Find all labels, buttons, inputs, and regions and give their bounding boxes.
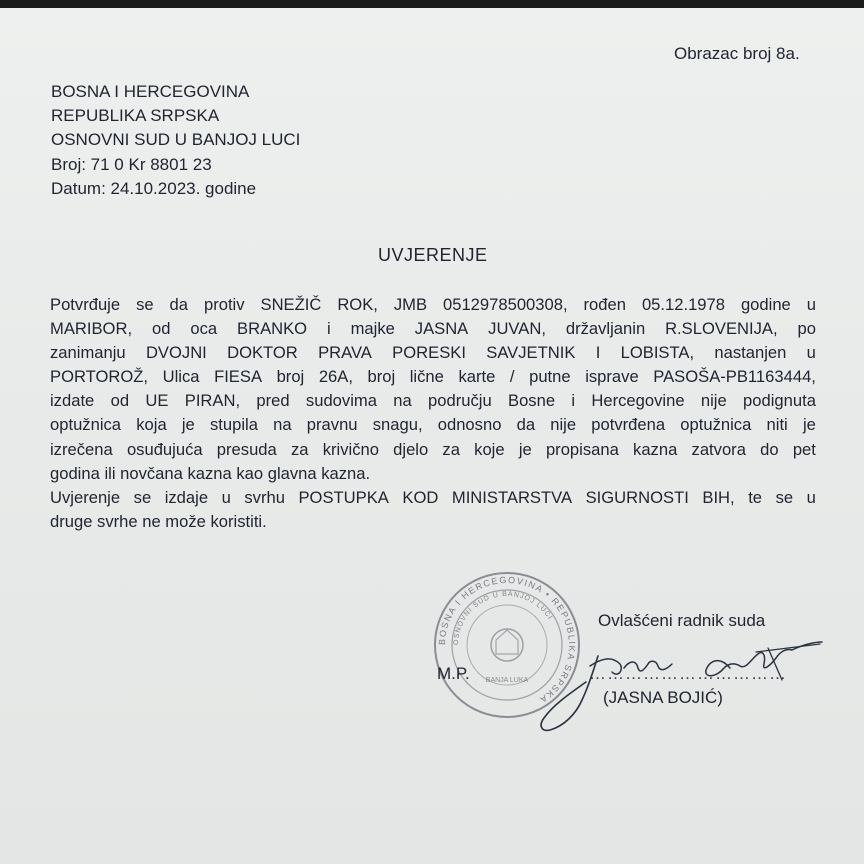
body-word: potvrđena [591,415,666,435]
body-line [50,413,816,437]
body-word: KOD [402,487,439,507]
body-word: optužnica [50,415,122,435]
body-word: DOKTOR [227,343,298,363]
body-word: u [221,487,231,507]
body-word: godina ili novčana kazna kao glavna kazna. [50,463,371,483]
authorized-officer-label: Ovlašćeni radnik suda [598,611,766,630]
body-word: i [571,391,576,411]
body-word: zanimanju [50,343,126,363]
body-word: FIESA [214,367,263,387]
body-line [50,293,816,317]
body-line [50,486,816,510]
body-word: kazna [633,439,678,459]
form-number: Obrazac broj 8a. [674,44,800,63]
body-word: do [760,439,779,459]
issue-date: Datum: 24.10.2023. godine [51,178,257,198]
body-word: PORESKI [392,343,466,363]
seal-inner-text: OSNOVNI SUD U BANJOJ LUCI [452,590,554,646]
body-word: niti [766,415,788,435]
body-word: majke [350,319,395,339]
body-word: optužnica [680,415,752,435]
body-word: Ulica [162,367,200,387]
body-word: Hercegovine [591,391,685,411]
body-word: se [136,295,154,314]
body-word: lične [409,367,444,387]
court-name: OSNOVNI SUD U BANJOJ LUCI [51,130,301,150]
body-word: / [509,367,515,387]
body-word: UE [145,391,169,411]
body-word: pravnu [306,415,358,435]
body-word: koje [474,439,505,459]
body-word: godine [740,295,791,314]
body-word: za [442,439,460,459]
body-word: odnosno [437,415,502,435]
body-word: DVOJNI [145,343,207,363]
body-word: se [133,487,152,507]
body-line [50,462,816,486]
case-number: Broj: 71 0 Kr 8801 23 [51,154,212,174]
body-word: broj [276,367,305,387]
body-word: izdate [50,391,95,411]
body-word: pet [792,439,816,459]
body-word: stupila [209,415,258,435]
body-line [50,389,816,413]
body-word: je [802,415,816,435]
document-page [0,8,864,864]
body-line [50,438,816,462]
body-word: koja [136,415,167,435]
court-header [51,80,300,201]
body-word: državljanin [565,319,646,339]
body-word: SIGURNOSTI [585,487,689,507]
body-word: rođen [583,295,626,314]
seal-bottom-text: BANJA LUKA [485,677,529,684]
mp-stamp-label: M.P. [437,664,470,683]
body-word: oca [190,319,218,339]
body-word: druge svrhe ne može koristiti. [50,511,267,531]
body-word: BRANKO [237,319,308,339]
body-word: na [273,415,292,435]
body-word: u [806,295,816,314]
body-word: I [595,343,601,363]
body-word: POSTUPKA [298,487,389,507]
body-word: 05.12.1978 [641,295,725,314]
body-word: svrhu [244,487,285,507]
body-word: podignuta [743,391,816,411]
body-word: i [327,319,331,339]
body-word: Potvrđuje [50,295,121,314]
body-word: je [181,415,195,435]
body-word: u [806,343,816,363]
body-word: da [516,415,536,435]
entity-name: REPUBLIKA SRPSKA [51,106,220,126]
body-word: 0512978500308, [442,295,568,314]
body-word: JUVAN, [488,319,546,339]
body-word: SNEŽIČ [260,295,322,314]
document-title: UVJERENJE [378,245,488,265]
body-word: propisana [545,439,619,459]
body-word: se [775,487,794,507]
body-word: pred [256,391,290,411]
body-word: SAVJETNIK [486,343,576,363]
body-word: nastanjen [714,343,787,363]
body-word: te [748,487,763,507]
body-word: u [806,487,816,507]
body-word: 26A, [318,367,353,387]
body-word: na [393,391,412,411]
signer-name: (JASNA BOJIĆ) [603,688,723,707]
body-word: LOBISTA, [620,343,695,363]
body-word: sudovima [305,391,377,411]
body-word: PRAVA [318,343,372,363]
body-word: krivično [322,439,379,459]
body-word: izdaje [164,487,209,507]
body-word: Uvjerenje [50,487,121,507]
body-word: isprave [585,367,639,387]
body-word: od [151,319,171,339]
body-word: Bosne [508,391,556,411]
body-word: izrečena [50,439,113,459]
body-word: djelo [393,439,429,459]
body-word: protiv [203,295,245,314]
body-word: ROK, [337,295,378,314]
body-word: području [428,391,492,411]
signature-line: …………………………… [589,664,787,683]
body-word: nije [550,415,577,435]
body-word: PIRAN, [184,391,241,411]
body-word: osuđujuća [126,439,203,459]
body-line [50,341,816,365]
body-word: PASOŠA-PB1163444, [653,367,816,387]
handwritten-signature [520,608,830,738]
body-line [50,510,816,534]
body-word: MARIBOR, [50,319,133,339]
body-word: karte [458,367,496,387]
body-word: BIH, [702,487,735,507]
body-word: je [518,439,532,459]
certificate-body [50,293,816,534]
body-line [50,317,816,341]
body-word: od [110,391,130,411]
body-word: za [290,439,309,459]
body-word: PORTOROŽ, [50,367,149,387]
body-line [50,365,816,389]
body-word: nije [700,391,727,411]
seal-outer-text: BOSNA I HERCEGOVINA • REPUBLIKA SRPSKA [436,574,578,706]
body-word: putne [529,367,571,387]
body-word: po [797,319,816,339]
body-word: broj [367,367,396,387]
body-word: R.SLOVENIJA, [665,319,778,339]
body-word: presuda [216,439,277,459]
country-name: BOSNA I HERCEGOVINA [51,82,250,101]
body-word: da [169,295,189,314]
body-word: JMB [393,295,428,314]
body-word: MINISTARSTVA [451,487,573,507]
body-word: snagu, [372,415,423,435]
body-word: JASNA [414,319,469,339]
body-word: zatvora [691,439,746,459]
